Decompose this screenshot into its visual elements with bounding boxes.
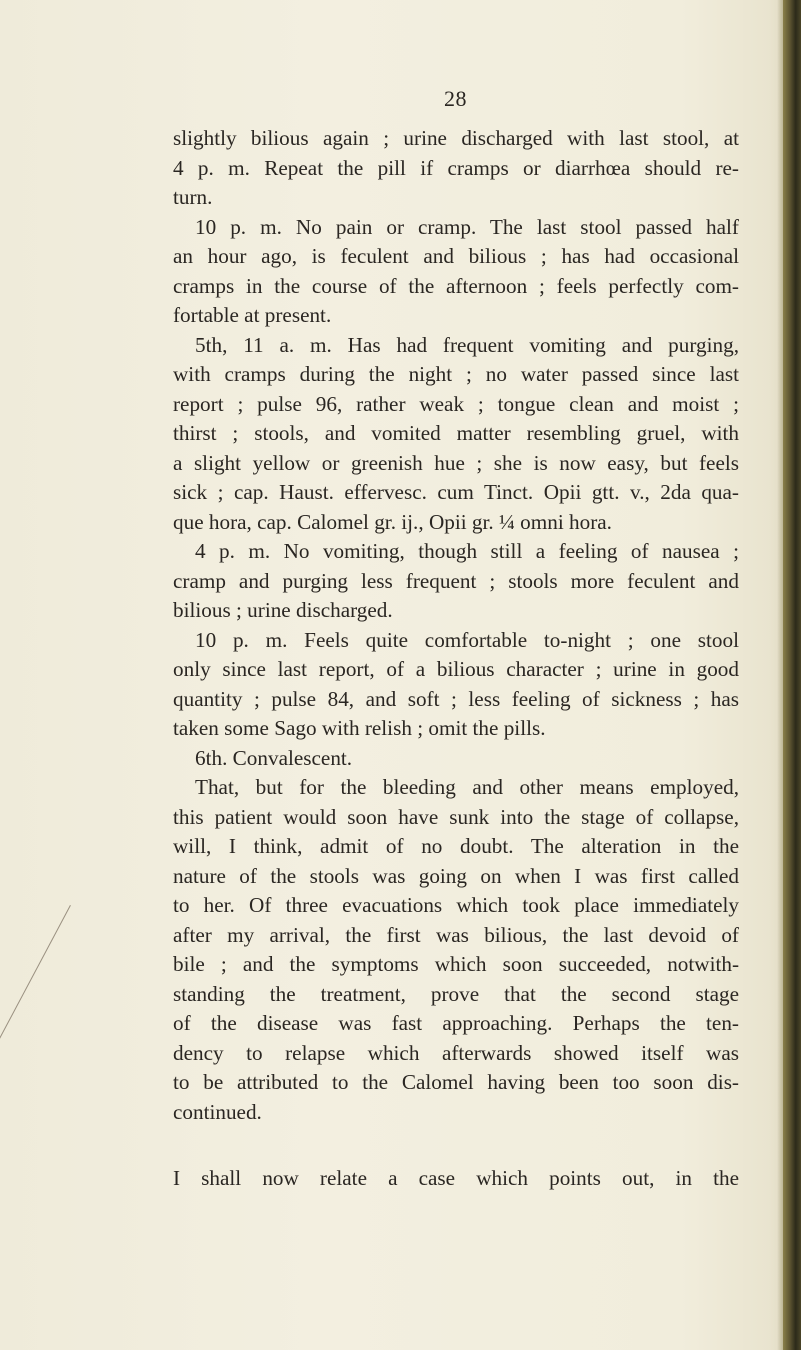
text-line: I shall now relate a case which points out, in the <box>173 1166 739 1190</box>
text-line: That, but for the bleeding and other means employed, <box>195 775 739 799</box>
text-line: 10 p. m. No pain or cramp. The last stool passed half <box>195 214 739 239</box>
page-number: 28 <box>444 86 467 111</box>
text-line: 10 p. m. Feels quite comfortable to-night ; one stool <box>195 627 739 652</box>
text-line: to be attributed to the Calomel having been too soon dis- <box>173 1070 739 1094</box>
text-line: slightly bilious again ; urine discharged with last stool, at <box>173 126 739 150</box>
text-line: to her. Of three evacuations which took place immediately <box>173 893 739 917</box>
text-line: dency to relapse which afterwards showed itself was <box>173 1040 739 1065</box>
text-line: 4 p. m. No vomiting, though still a feeling of nausea ; <box>195 539 739 563</box>
text-line: a slight yellow or greenish hue ; she is now easy, but feels <box>173 450 739 475</box>
text-line: 4 p. m. Repeat the pill if cramps or diarrhœa should re- <box>173 155 739 180</box>
text-line: 5th, 11 a. m. Has had frequent vomiting and purging, <box>195 332 739 357</box>
page-edge-binding <box>783 0 801 1350</box>
text-line: standing the treatment, prove that the second stage <box>173 981 739 1006</box>
text-line: quantity ; pulse 84, and soft ; less feeling of sickness ; has <box>173 686 739 711</box>
text-line: cramp and purging less frequent ; stools more feculent and <box>173 568 739 593</box>
text-line: this patient would soon have sunk into the stage of collapse, <box>173 804 739 829</box>
text-line: taken some Sago with relish ; omit the pills. <box>173 716 546 740</box>
text-line: bile ; and the symptoms which soon succeeded, notwith- <box>173 952 739 976</box>
text-line: 6th. Convalescent. <box>195 745 353 770</box>
text-line: bilious ; urine discharged. <box>173 598 393 622</box>
text-line: cramps in the course of the afternoon ; feels perfectly com- <box>173 273 739 298</box>
text-line: continued. <box>173 1099 262 1124</box>
text-line: nature of the stools was going on when I was first called <box>173 863 739 888</box>
text-line: will, I think, admit of no doubt. The alteration in the <box>173 834 739 858</box>
text-line: an hour ago, is feculent and bilious ; has had occasional <box>173 244 739 268</box>
text-line: report ; pulse 96, rather weak ; tongue clean and moist ; <box>173 391 739 416</box>
text-line: of the disease was fast approaching. Perhaps the ten- <box>173 1011 739 1035</box>
text-line: with cramps during the night ; no water passed since last <box>173 362 739 386</box>
text-line: fortable at present. <box>173 303 332 327</box>
text-line: turn. <box>173 185 213 209</box>
body-text <box>173 124 739 1194</box>
text-line: thirst ; stools, and vomited matter resembling gruel, with <box>173 421 739 445</box>
paragraph-gap <box>173 1127 739 1164</box>
text-line: que hora, cap. Calomel gr. ij., Opii gr. ¼ omni hora. <box>173 509 612 534</box>
text-line: only since last report, of a bilious character ; urine in good <box>173 657 739 681</box>
text-line: after my arrival, the first was bilious, the last devoid of <box>173 922 739 947</box>
text-line: sick ; cap. Haust. effervesc. cum Tinct. Opii gtt. v., 2da qua- <box>173 480 739 504</box>
